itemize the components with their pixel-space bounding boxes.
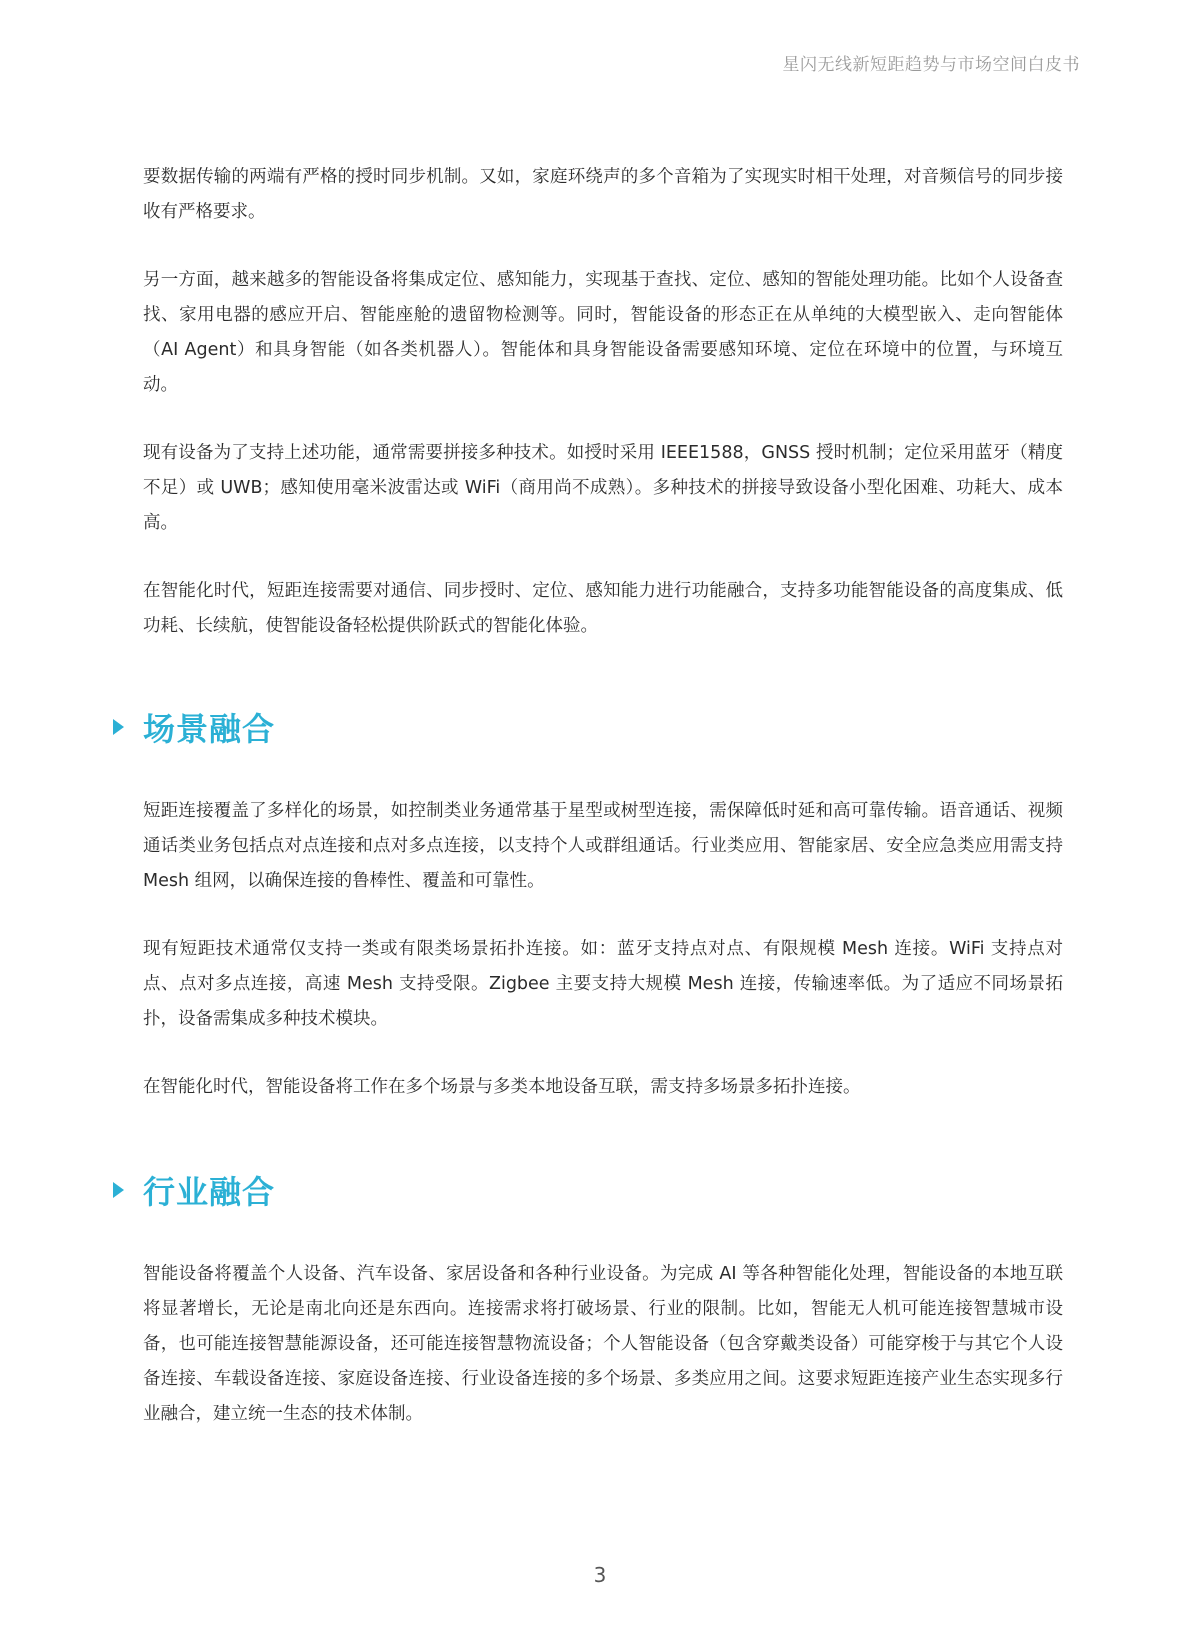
- industry-paragraph-1: 智能设备将覆盖个人设备、汽车设备、家居设备和各种行业设备。为完成 AI 等各种智能化处理，智能设备的本地互联将显著增长，无论是南北向还是东西向。连接需求将打破场景、行业的限制。比如，智能无人机可能连接智慧城市设备，也可能连接智慧能源设备，还可能连接智慧物流设备；个人智能设备（包含穿戴类设备）可能穿梭于与其它个人设备连接、车载设备连接、家庭设备连接、行业设备连接的多个场景、多类应用之间。这要求短距连接产业生态实现多行业融合，建立统一生态的技术体制。: [143, 1264, 1063, 1424]
- page-number: 3: [593, 1563, 607, 1587]
- intro-paragraph-1: 要数据传输的两端有严格的授时同步机制。又如，家庭环绕声的多个音箱为了实现实时相干处理，对音频信号的同步接收有严格要求。: [143, 167, 1063, 222]
- section-title-scene: 场景融合: [143, 710, 276, 748]
- intro-paragraph-4: 在智能化时代，短距连接需要对通信、同步授时、定位、感知能力进行功能融合，支持多功能智能设备的高度集成、低功耗、长续航，使智能设备轻松提供阶跃式的智能化体验。: [143, 581, 1063, 636]
- document-header-title: 星闪无线新短距趋势与市场空间白皮书: [782, 55, 1080, 75]
- triangle-bullet-icon: [113, 719, 124, 735]
- section-title-industry: 行业融合: [143, 1173, 276, 1211]
- section-heading-scene: [143, 704, 1063, 750]
- triangle-bullet-icon: [113, 1182, 124, 1198]
- scene-paragraph-2: 现有短距技术通常仅支持一类或有限类场景拓扑连接。如：蓝牙支持点对点、有限规模 Mesh 连接。WiFi 支持点对点、点对多点连接，高速 Mesh 支持受限。Zigbee 主要支持大规模 Mesh 连接，传输速率低。为了适应不同场景拓扑，设备需集成多种技术模块。: [143, 939, 1063, 1029]
- scene-paragraph-3: 在智能化时代，智能设备将工作在多个场景与多类本地设备互联，需支持多场景多拓扑连接。: [143, 1077, 861, 1097]
- section-heading-industry: [143, 1167, 1063, 1213]
- intro-paragraph-2: 另一方面，越来越多的智能设备将集成定位、感知能力，实现基于查找、定位、感知的智能处理功能。比如个人设备查找、家用电器的感应开启、智能座舱的遗留物检测等。同时，智能设备的形态正在从单纯的大模型嵌入、走向智能体（AI Agent）和具身智能（如各类机器人）。智能体和具身智能设备需要感知环境、定位在环境中的位置，与环境互动。: [143, 270, 1063, 395]
- scene-paragraph-1: 短距连接覆盖了多样化的场景，如控制类业务通常基于星型或树型连接，需保障低时延和高可靠传输。语音通话、视频通话类业务包括点对点连接和点对多点连接，以支持个人或群组通话。行业类应用、智能家居、安全应急类应用需支持 Mesh 组网，以确保连接的鲁棒性、覆盖和可靠性。: [143, 801, 1063, 891]
- intro-paragraph-3: 现有设备为了支持上述功能，通常需要拼接多种技术。如授时采用 IEEE1588，GNSS 授时机制；定位采用蓝牙（精度不足）或 UWB；感知使用毫米波雷达或 WiFi（商用尚不成熟）。多种技术的拼接导致设备小型化困难、功耗大、成本高。: [143, 443, 1063, 533]
- page-content: [143, 160, 1063, 1465]
